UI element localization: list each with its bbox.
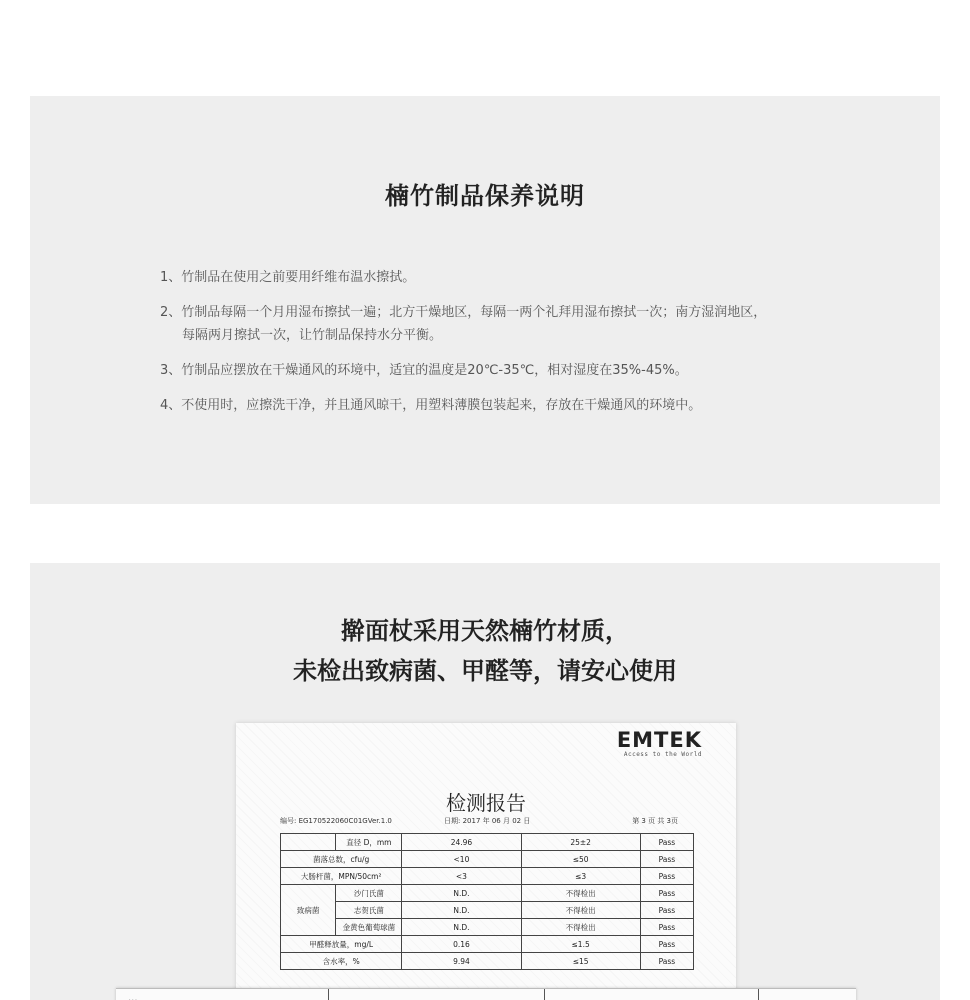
emtek-logo [617, 729, 702, 758]
care-item [160, 301, 840, 347]
test-report-panel [30, 563, 940, 1000]
table-cell: N.D. [402, 919, 521, 936]
report-page: 第 3 页 共 3页 [632, 817, 678, 825]
table-row [281, 834, 694, 851]
table-divider [328, 989, 329, 1000]
table-cell: Pass [640, 902, 693, 919]
table-cell: 25±2 [521, 834, 640, 851]
table-cell: <10 [402, 851, 521, 868]
table-cell: 不得检出 [521, 885, 640, 902]
table-cell: Pass [640, 953, 693, 970]
table-cell: ≤15 [521, 953, 640, 970]
care-item-number: 2、 [160, 305, 182, 320]
table-cell: 大肠杆菌，MPN/50cm² [281, 868, 402, 885]
table-cell: 金黄色葡萄球菌 [336, 919, 402, 936]
logo-text: EMTEK [616, 728, 702, 752]
report-table [280, 833, 694, 970]
table-cell: N.D. [402, 902, 521, 919]
report-date: 日期: 2017 年 06 月 02 日 [444, 817, 531, 825]
care-item-text: 竹制品在使用之前要用纤维布温水擦拭。 [181, 270, 416, 285]
table-divider [758, 989, 759, 1000]
table-cell: Pass [640, 919, 693, 936]
table-cell: Pass [640, 868, 693, 885]
table-cell-group: 致病菌 [281, 885, 336, 936]
care-item-text: 不使用时，应擦洗干净，并且通风晾干，用塑料薄膜包装起来，存放在干燥通风的环境中。 [181, 398, 702, 413]
care-item-text: 竹制品应摆放在干燥通风的环境中，适宜的温度是20℃-35℃，相对湿度在35%-45%。 [181, 363, 688, 378]
table-cell: 直径 D，mm [336, 834, 402, 851]
table-cell: 不得检出 [521, 902, 640, 919]
care-item-text: 竹制品每隔一个月用湿布擦拭一遍；北方干燥地区，每隔一两个礼拜用湿布擦拭一次；南方湿润地区， [181, 305, 767, 320]
care-item-number: 4、 [160, 398, 182, 413]
table-cell: ≤3 [521, 868, 640, 885]
table-cell: Pass [640, 936, 693, 953]
care-item [160, 359, 840, 382]
care-item-number: 1、 [160, 270, 182, 285]
table-row [281, 885, 694, 902]
table-row [281, 953, 694, 970]
care-item-number: 3、 [160, 363, 182, 378]
care-item-continuation: 每隔两月擦拭一次，让竹制品保持水分平衡。 [182, 328, 443, 343]
table-cell: Pass [640, 834, 693, 851]
table-cell: <3 [402, 868, 521, 885]
report-meta [280, 816, 678, 828]
table-row [281, 902, 694, 919]
table-divider [544, 989, 545, 1000]
second-report-label: ... [128, 993, 138, 1000]
promo-heading-line-2: 未检出致病菌、甲醛等，请安心使用 [293, 657, 677, 685]
table-cell: 不得检出 [521, 919, 640, 936]
second-report-sheet [116, 988, 856, 1000]
table-cell: 含水率，% [281, 953, 402, 970]
table-row [281, 919, 694, 936]
care-list [160, 266, 840, 429]
table-cell: 沙门氏菌 [336, 885, 402, 902]
table-row [281, 851, 694, 868]
report-code: 编号: EG170522060C01GVer.1.0 [280, 817, 392, 825]
table-row [281, 936, 694, 953]
table-cell: ≤50 [521, 851, 640, 868]
promo-heading [30, 611, 940, 691]
table-cell: ≤1.5 [521, 936, 640, 953]
care-item [160, 394, 840, 417]
test-report-sheet [236, 723, 736, 1000]
promo-heading-line-1: 擀面杖采用天然楠竹材质， [341, 617, 629, 645]
table-row [281, 868, 694, 885]
table-cell: 菌落总数，cfu/g [281, 851, 402, 868]
table-cell: 0.16 [402, 936, 521, 953]
report-title: 检测报告 [446, 791, 526, 815]
table-cell: Pass [640, 885, 693, 902]
table-cell: N.D. [402, 885, 521, 902]
table-cell: 志贺氏菌 [336, 902, 402, 919]
table-cell [281, 834, 336, 851]
table-cell: 24.96 [402, 834, 521, 851]
care-title: 楠竹制品保养说明 [385, 182, 585, 210]
table-cell: Pass [640, 851, 693, 868]
care-item [160, 266, 840, 289]
care-instructions-panel [30, 96, 940, 504]
table-cell: 9.94 [402, 953, 521, 970]
logo-tagline: Access to the World [623, 751, 702, 758]
table-cell: 甲醛释放量，mg/L [281, 936, 402, 953]
